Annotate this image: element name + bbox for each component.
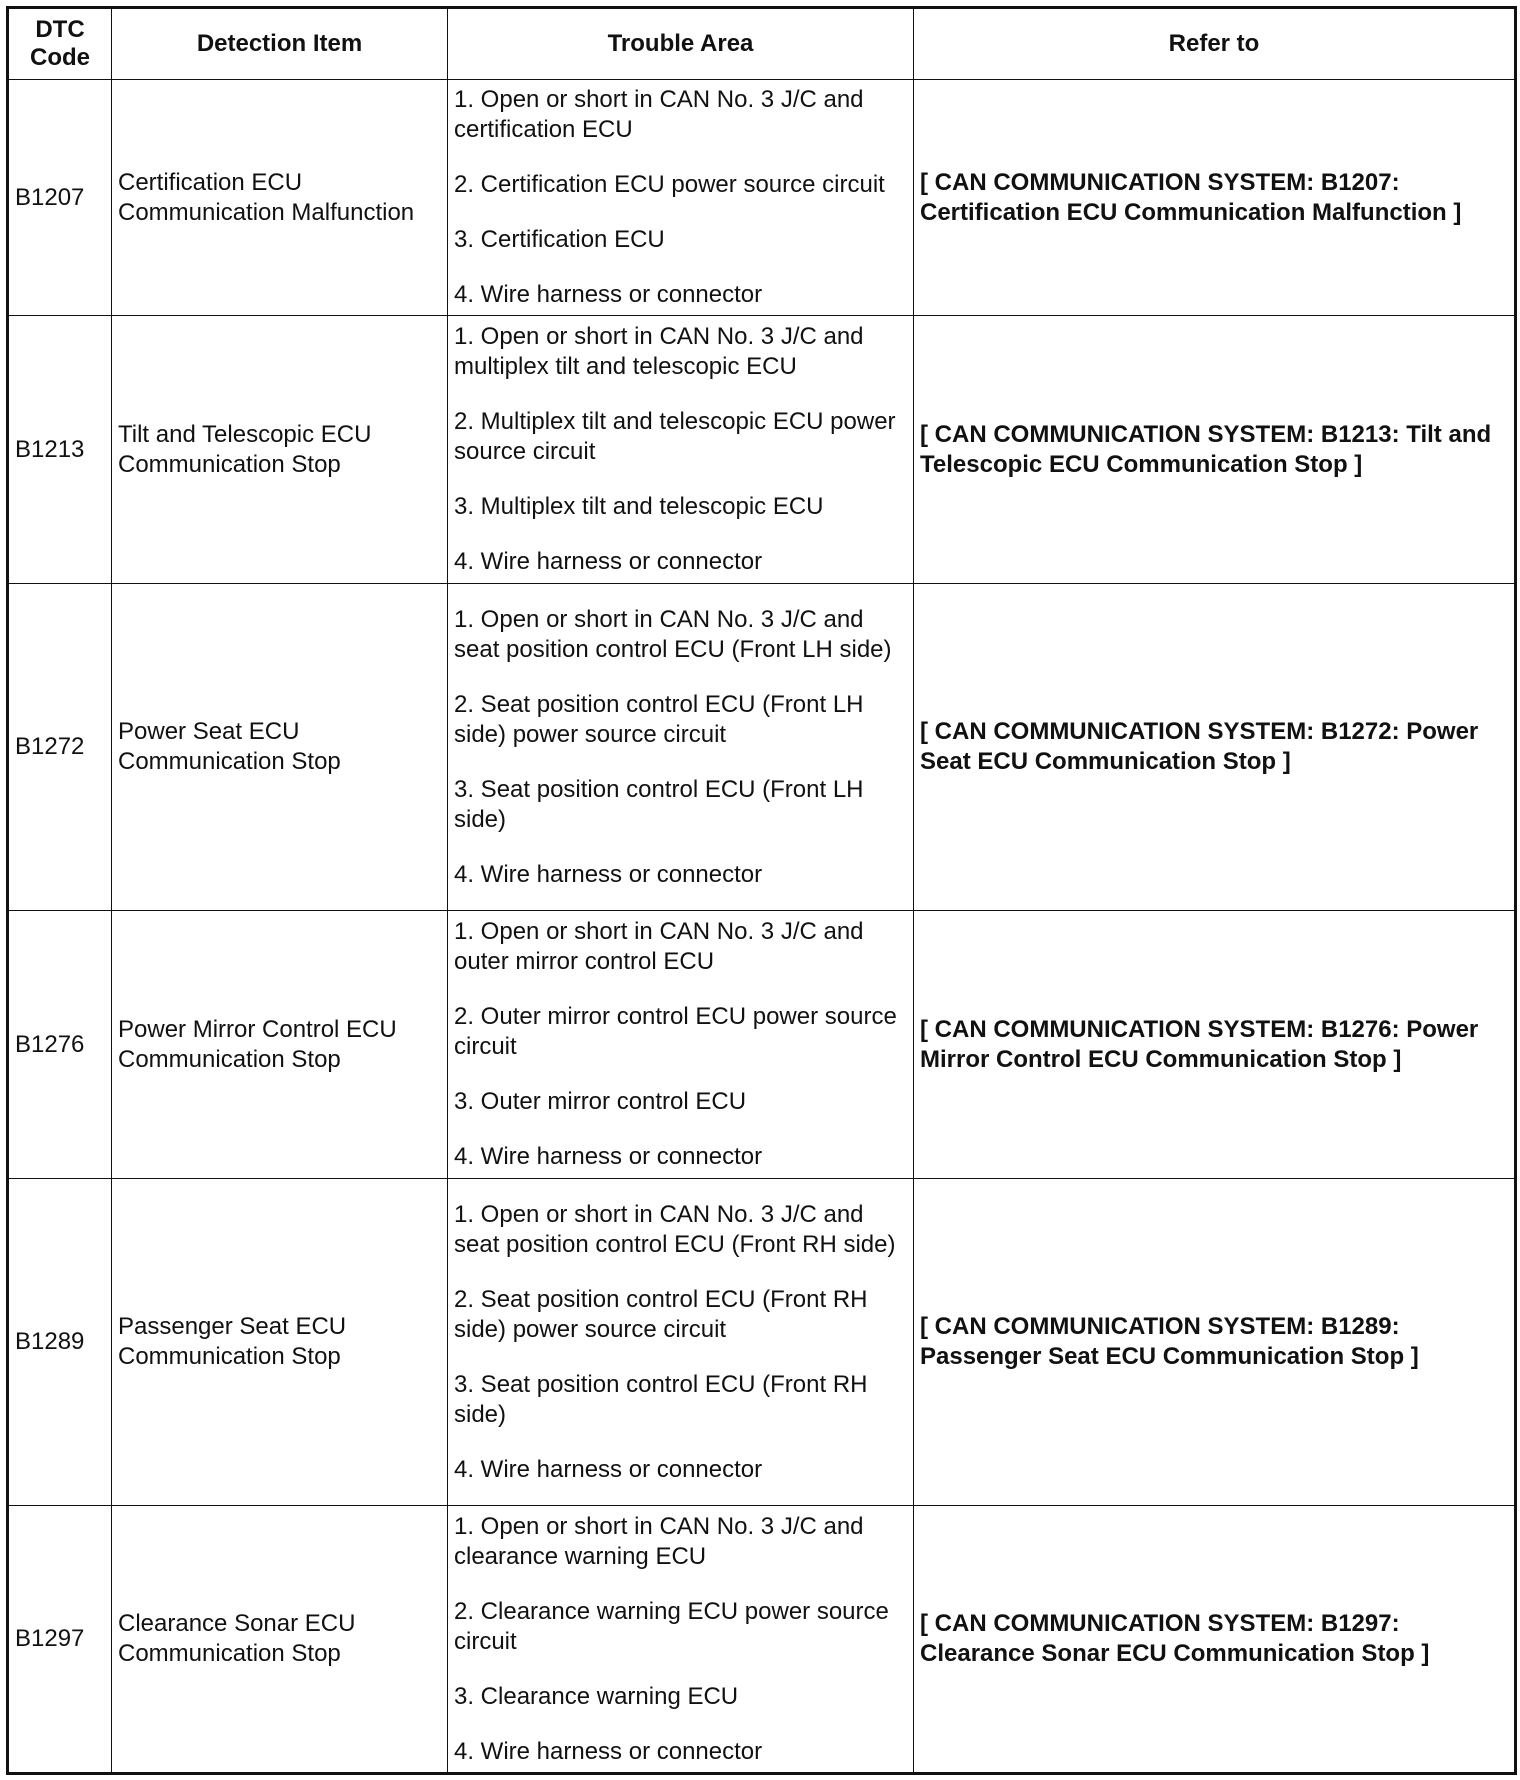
detection-item-line: Communication Stop	[118, 1343, 341, 1370]
trouble-area-step: 3. Seat position control ECU (Front RH side)	[454, 1370, 868, 1428]
refer-to-link[interactable]: [ CAN COMMUNICATION SYSTEM: B1213: Tilt and Telescopic ECU Communication Stop ]	[914, 316, 1516, 584]
trouble-area-step: 4. Wire harness or connector	[454, 860, 763, 888]
refer-to-link[interactable]: [ CAN COMMUNICATION SYSTEM: B1272: Power Seat ECU Communication Stop ]	[914, 584, 1516, 911]
dtc-code-cell: B1297	[8, 1506, 112, 1774]
detection-item-cell	[112, 1179, 448, 1506]
trouble-area-step: 1. Open or short in CAN No. 3 J/C and certification ECU	[454, 86, 864, 143]
header-dtc-code-line2: Code	[30, 44, 90, 71]
detection-item-line: Communication Malfunction	[118, 198, 415, 226]
trouble-area-step: 1. Open or short in CAN No. 3 J/C and seat position control ECU (Front LH side)	[454, 605, 892, 663]
detection-item-line: Power Mirror Control ECU	[118, 1015, 397, 1043]
detection-item-cell	[112, 1506, 448, 1774]
trouble-area-step: 2. Seat position control ECU (Front RH side) power source circuit	[454, 1285, 868, 1343]
refer-to-link[interactable]: [ CAN COMMUNICATION SYSTEM: B1289: Passenger Seat ECU Communication Stop ]	[914, 1179, 1516, 1506]
detection-item-line: Tilt and Telescopic ECU	[118, 420, 372, 448]
trouble-area-step: 1. Open or short in CAN No. 3 J/C and multiplex tilt and telescopic ECU	[454, 323, 864, 380]
detection-item-line: Clearance Sonar ECU	[118, 1610, 356, 1637]
header-detection-item: Detection Item	[112, 8, 448, 80]
detection-item-cell	[112, 911, 448, 1179]
trouble-area-cell	[448, 80, 914, 316]
trouble-area-step: 3. Multiplex tilt and telescopic ECU	[454, 493, 824, 520]
detection-item-line: Communication Stop	[118, 1640, 341, 1667]
detection-item-line: Communication Stop	[118, 1045, 341, 1073]
refer-to-link[interactable]: [ CAN COMMUNICATION SYSTEM: B1297: Clearance Sonar ECU Communication Stop ]	[914, 1506, 1516, 1774]
table-row	[8, 316, 1516, 584]
header-refer-to: Refer to	[914, 8, 1516, 80]
trouble-area-step: 3. Certification ECU	[454, 226, 665, 253]
trouble-area-step: 4. Wire harness or connector	[454, 1737, 763, 1765]
trouble-area-step: 3. Clearance warning ECU	[454, 1682, 739, 1710]
table-body	[8, 80, 1516, 1774]
dtc-code-cell: B1276	[8, 911, 112, 1179]
trouble-area-cell	[448, 1506, 914, 1774]
trouble-area-step: 3. Seat position control ECU (Front LH side)	[454, 775, 864, 833]
trouble-area-step: 2. Seat position control ECU (Front LH side) power source circuit	[454, 690, 864, 748]
dtc-table	[6, 6, 1517, 1775]
dtc-code-cell: B1213	[8, 316, 112, 584]
trouble-area-cell	[448, 316, 914, 584]
detection-item-line: Communication Stop	[118, 450, 341, 478]
table-row	[8, 80, 1516, 316]
table-row	[8, 1179, 1516, 1506]
trouble-area-cell	[448, 1179, 914, 1506]
table-row	[8, 1506, 1516, 1774]
dtc-code-cell: B1289	[8, 1179, 112, 1506]
detection-item-line: Power Seat ECU	[118, 718, 300, 745]
header-row	[8, 8, 1516, 80]
trouble-area-step: 4. Wire harness or connector	[454, 1455, 763, 1483]
trouble-area-step: 2. Multiplex tilt and telescopic ECU power source circuit	[454, 408, 896, 465]
trouble-area-cell	[448, 911, 914, 1179]
detection-item-line: Certification ECU	[118, 168, 303, 196]
header-dtc-code-line1: DTC	[35, 16, 85, 43]
detection-item-line: Communication Stop	[118, 748, 341, 775]
detection-item-cell	[112, 316, 448, 584]
table-row	[8, 911, 1516, 1179]
trouble-area-step: 1. Open or short in CAN No. 3 J/C and outer mirror control ECU	[454, 918, 864, 975]
trouble-area-step: 2. Outer mirror control ECU power source circuit	[454, 1003, 897, 1060]
detection-item-line: Passenger Seat ECU	[118, 1313, 347, 1340]
refer-to-link[interactable]: [ CAN COMMUNICATION SYSTEM: B1207: Certification ECU Communication Malfunction ]	[914, 80, 1516, 316]
trouble-area-step: 4. Wire harness or connector	[454, 1143, 763, 1170]
trouble-area-step: 1. Open or short in CAN No. 3 J/C and seat position control ECU (Front RH side)	[454, 1200, 896, 1258]
trouble-area-step: 1. Open or short in CAN No. 3 J/C and clearance warning ECU	[454, 1512, 864, 1570]
trouble-area-step: 4. Wire harness or connector	[454, 281, 763, 308]
trouble-area-step: 2. Clearance warning ECU power source circuit	[454, 1597, 889, 1655]
trouble-area-step: 2. Certification ECU power source circuit	[454, 171, 885, 198]
trouble-area-cell	[448, 584, 914, 911]
dtc-code-cell: B1207	[8, 80, 112, 316]
table-row	[8, 584, 1516, 911]
detection-item-cell	[112, 80, 448, 316]
dtc-code-cell: B1272	[8, 584, 112, 911]
header-dtc-code	[8, 8, 112, 80]
header-trouble-area: Trouble Area	[448, 8, 914, 80]
refer-to-link[interactable]: [ CAN COMMUNICATION SYSTEM: B1276: Power Mirror Control ECU Communication Stop ]	[914, 911, 1516, 1179]
trouble-area-step: 4. Wire harness or connector	[454, 548, 763, 575]
trouble-area-step: 3. Outer mirror control ECU	[454, 1088, 747, 1115]
table-header	[8, 8, 1516, 80]
detection-item-cell	[112, 584, 448, 911]
